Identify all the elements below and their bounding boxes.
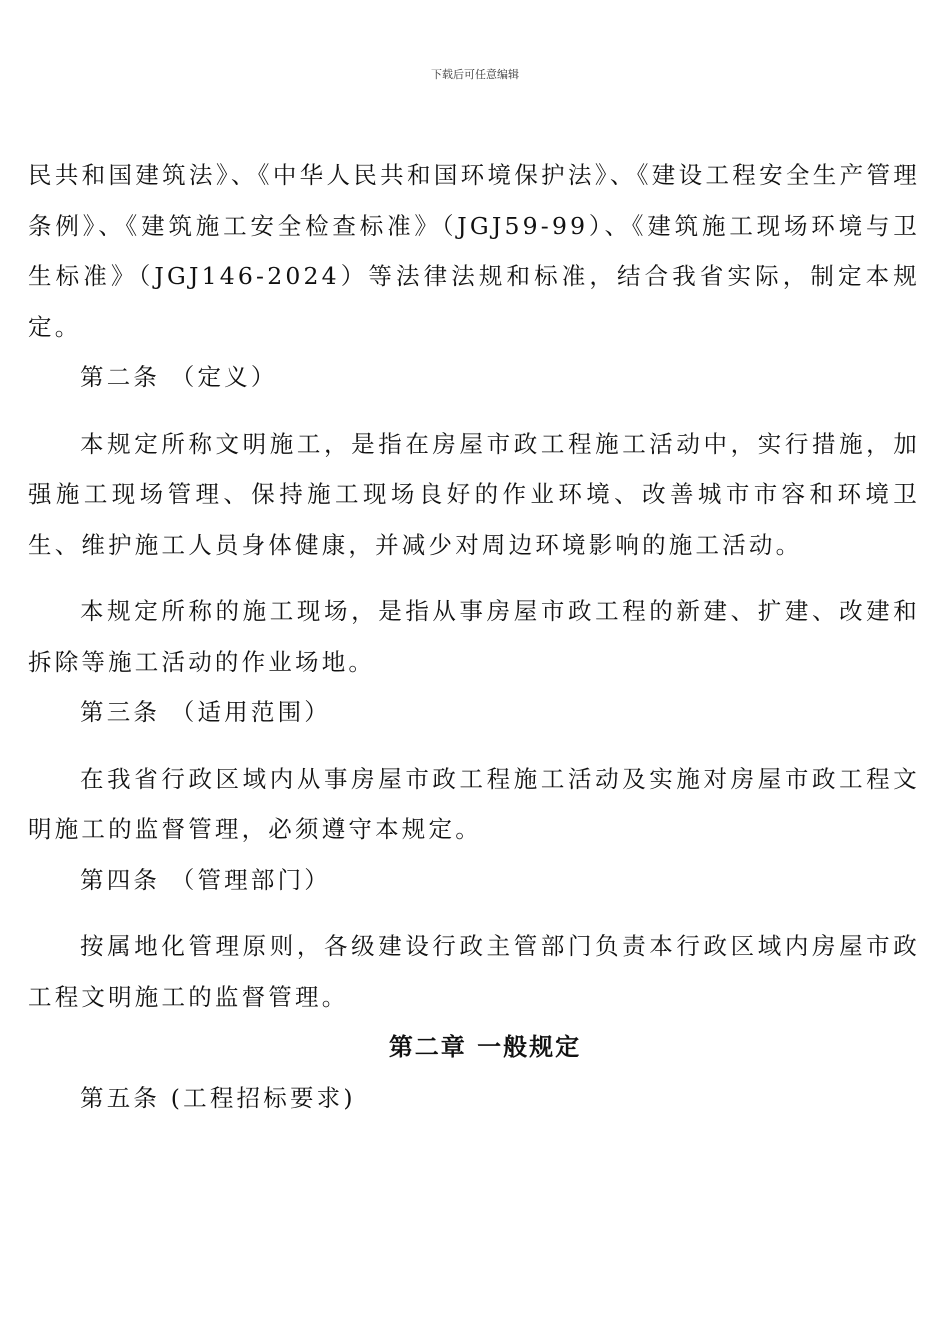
document-body <box>28 150 920 1123</box>
page-header-note: 下载后可任意编辑 <box>431 68 519 81</box>
article-4-title: 第四条 （管理部门） <box>80 865 331 894</box>
article-3-paragraph-1: 在我省行政区域内从事房屋市政工程施工活动及实施对房屋市政工程文明施工的监督管理，必须遵守本规定。 <box>28 764 920 843</box>
article-3-title: 第三条 （适用范围） <box>80 698 331 726</box>
article-4-paragraph-1: 按属地化管理原则，各级建设行政主管部门负责本行政区域内房屋市政工程文明施工的监督管理。 <box>28 932 920 1011</box>
article-2-paragraph-1: 本规定所称文明施工，是指在房屋市政工程施工活动中，实行措施，加强施工现场管理、保持施工现场良好的作业环境、改善城市市容和环境卫生、维护施工人员身体健康，并减少对周边环境影响的施工活动。 <box>28 429 920 559</box>
article-2-paragraph-2: 本规定所称的施工现场，是指从事房屋市政工程的新建、扩建、改建和拆除等施工活动的作业场地。 <box>28 597 920 676</box>
intro-paragraph: 民共和国建筑法》、《中华人民共和国环境保护法》、《建设工程安全生产管理条例》、《建筑施工安全检查标准》（JGJ59-99）、《建筑施工现场环境与卫生标准》（JGJ146-2024）等法律法规和标准，结合我省实际，制定本规定。 <box>28 161 920 341</box>
article-5-title: 第五条 (工程招标要求) <box>80 1083 356 1112</box>
chapter-2-title: 第二章 一般规定 <box>388 1032 582 1061</box>
article-2-title: 第二条 （定义） <box>80 363 278 391</box>
